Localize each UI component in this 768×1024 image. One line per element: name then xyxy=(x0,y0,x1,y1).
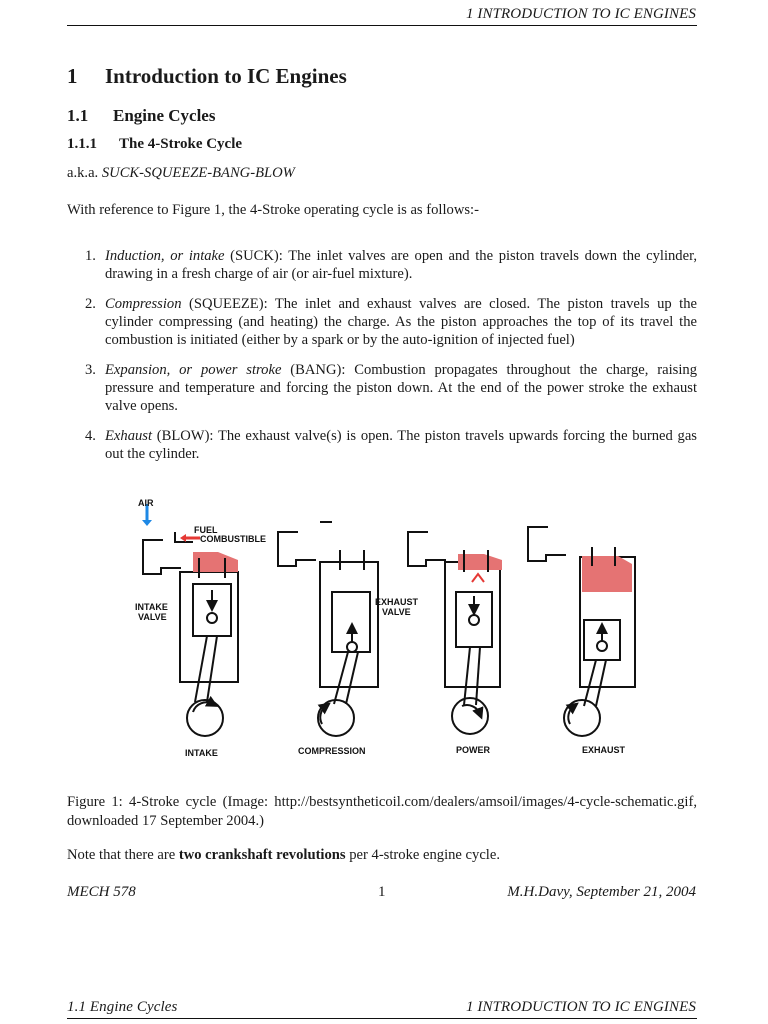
note-before: Note that there are xyxy=(67,847,179,863)
subsection-heading xyxy=(67,106,215,126)
subsubsection-number: 1.1.1 xyxy=(67,136,97,152)
list-number: 4. xyxy=(85,428,96,444)
list-text: (SUCK): The inlet valves are open and the piston travels down the cylinder, drawing in a fresh charge of air (or air-fuel mixture). xyxy=(105,248,697,282)
engine-diagrams xyxy=(143,522,635,736)
stroke-steps-list xyxy=(67,247,697,475)
next-page-header-right: 1 INTRODUCTION TO IC ENGINES xyxy=(465,999,696,1015)
label-intake-valve-1: INTAKE xyxy=(135,602,168,612)
engine-power xyxy=(408,532,502,734)
note-after: per 4-stroke engine cycle. xyxy=(345,847,500,863)
footer-right: M.H.Davy, September 21, 2004 xyxy=(507,884,696,900)
label-exhaust-valve-1: EXHAUST xyxy=(375,597,419,607)
next-page-header-left: 1.1 Engine Cycles xyxy=(67,999,178,1015)
subsection-title: Engine Cycles xyxy=(113,106,216,125)
engine-intake xyxy=(143,532,238,736)
note-bold: two crankshaft revolutions xyxy=(178,847,346,863)
label-air: AIR xyxy=(138,498,154,508)
fuel-arrowhead xyxy=(180,534,186,542)
section-heading xyxy=(67,64,347,89)
list-item xyxy=(67,295,697,349)
four-stroke-figure xyxy=(120,492,640,767)
header-rule xyxy=(67,25,697,26)
label-stage-exhaust: EXHAUST xyxy=(582,745,626,755)
label-stage-power: POWER xyxy=(456,745,491,755)
label-stage-intake: INTAKE xyxy=(185,748,218,758)
running-header: 1 INTRODUCTION TO IC ENGINES xyxy=(465,6,696,22)
engine-compression xyxy=(278,522,378,736)
subsubsection-title: The 4-Stroke Cycle xyxy=(119,136,243,152)
engine-exhaust xyxy=(528,527,635,736)
list-text: (BLOW): The exhaust valve(s) is open. The piston travels upwards forcing the burned gas out the cylinder. xyxy=(105,428,697,462)
subsection-number: 1.1 xyxy=(67,106,89,125)
list-number: 1. xyxy=(85,248,96,264)
list-item xyxy=(67,427,697,463)
label-combustible: COMBUSTIBLE xyxy=(200,534,266,544)
list-item xyxy=(67,247,697,283)
list-text: (SQUEEZE): The inlet and exhaust valves are closed. The piston travels up the cylinder compressing (and heating) the charge. As the piston approaches the top of its travel the combustion is initiated (either by a spark or by the auto-ignition of injected fuel) xyxy=(105,296,697,348)
aka-line xyxy=(67,164,295,182)
air-arrowhead xyxy=(142,520,152,526)
label-intake-valve-2: VALVE xyxy=(138,612,167,622)
note-paragraph xyxy=(67,846,500,864)
list-term: Induction, or intake xyxy=(105,248,225,264)
footer-page-number: 1 xyxy=(378,884,386,900)
list-number: 2. xyxy=(85,296,96,312)
label-fuel: FUEL xyxy=(194,525,218,535)
section-title: Introduction to IC Engines xyxy=(105,64,347,88)
section-number: 1 xyxy=(67,64,78,88)
list-term: Expansion, or power stroke xyxy=(105,362,282,378)
next-page-header-rule xyxy=(67,1018,697,1019)
label-exhaust-valve-2: VALVE xyxy=(382,607,411,617)
footer-left: MECH 578 xyxy=(67,884,136,900)
list-text: (BANG): Combustion propagates throughout the charge, raising pressure and temperature and forcing the piston down. At the end of the power stroke the exhaust valve opens. xyxy=(105,362,697,414)
aka-prefix: a.k.a. xyxy=(67,165,99,181)
list-term: Exhaust xyxy=(105,428,153,444)
list-term: Compression xyxy=(105,296,182,312)
label-stage-compression: COMPRESSION xyxy=(298,746,366,756)
aka-italic: SUCK-SQUEEZE-BANG-BLOW xyxy=(101,165,295,181)
list-number: 3. xyxy=(85,362,96,378)
figure-caption: Figure 1: 4-Stroke cycle (Image: http://bestsyntheticoil.com/dealers/amsoil/images/4-cycle-schematic.gif, downloaded 17 September 2004.) xyxy=(67,794,697,829)
intro-paragraph: With reference to Figure 1, the 4-Stroke operating cycle is as follows:- xyxy=(67,202,479,218)
list-item xyxy=(67,361,697,415)
subsubsection-heading xyxy=(67,136,242,153)
charge-region xyxy=(582,556,632,592)
